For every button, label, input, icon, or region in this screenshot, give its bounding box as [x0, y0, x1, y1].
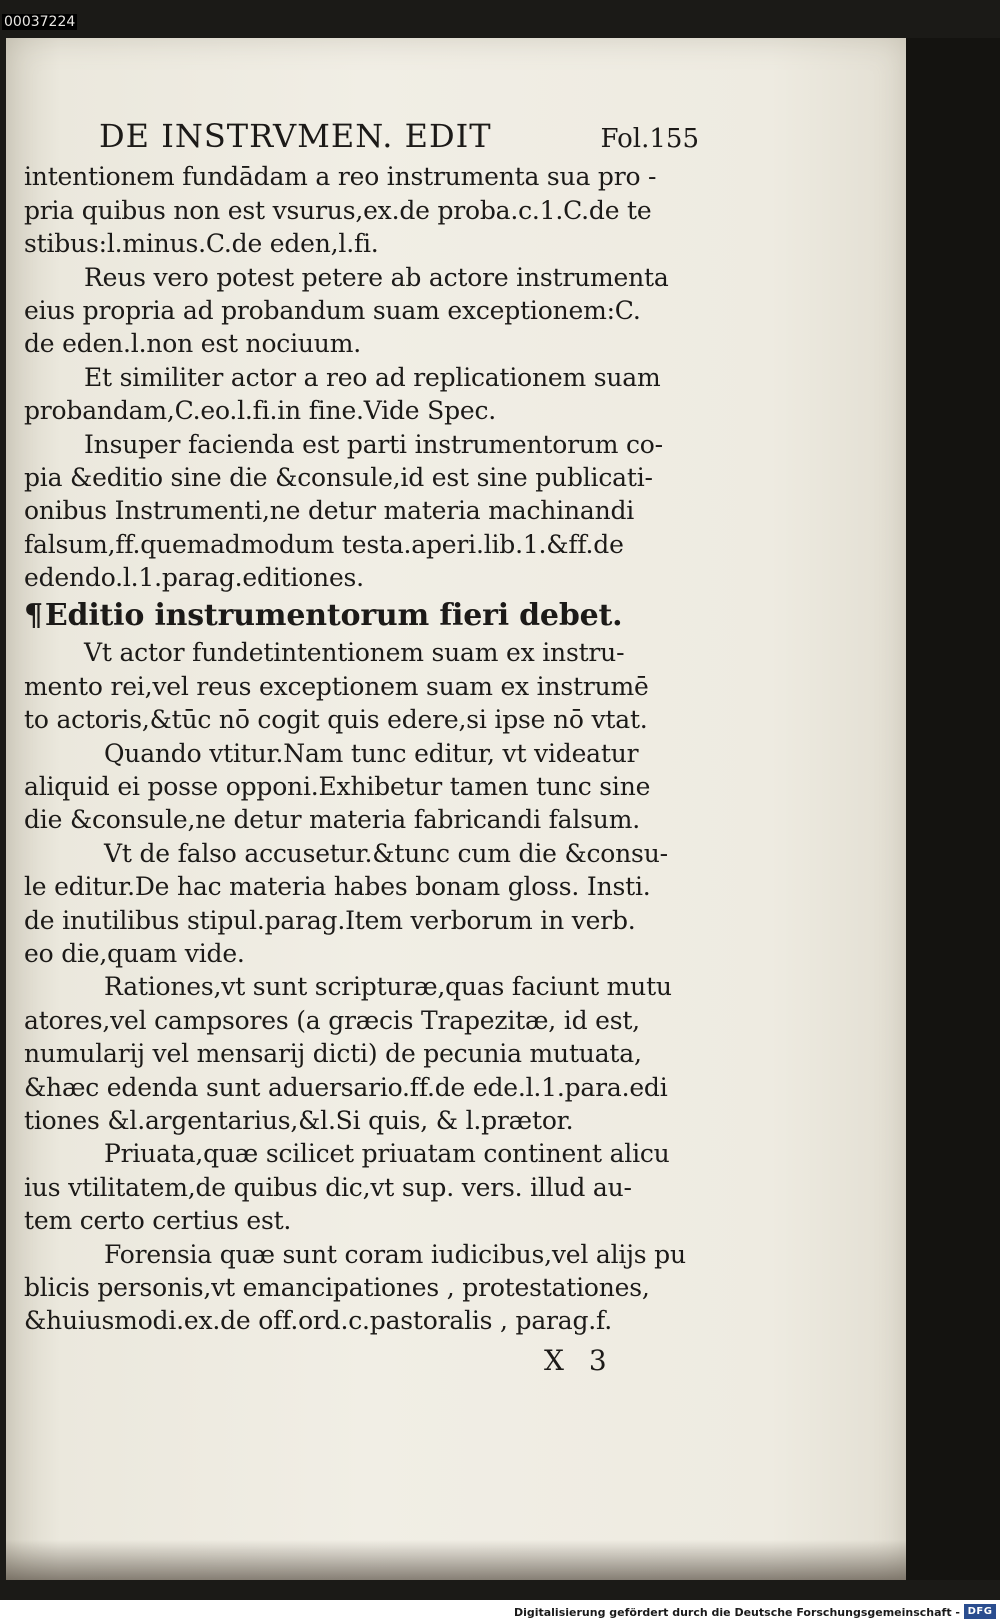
text-line: &hæc edenda sunt aduersario.ff.de ede.l.1.para.edi [24, 1072, 668, 1102]
pilcrow-mark: ¶ [24, 598, 43, 634]
text-line: die &consule,ne detur materia fabricandi falsum. [24, 805, 640, 835]
text-block-2 [24, 636, 714, 1337]
text-line: pia &editio sine die &consule,id est sine publicati- [24, 462, 653, 492]
book-page [6, 38, 906, 1580]
text-line: tiones &l.argentarius,&l.Si quis, & l.prætor. [24, 1105, 574, 1135]
text-line: intentionem fundādam a reo instrumenta sua pro - [24, 162, 657, 192]
text-line: de inutilibus stipul.parag.Item verborum in verb. [24, 905, 636, 935]
text-line: probandam,C.eo.l.fi.in fine.Vide Spec. [24, 396, 497, 426]
text-line: Et similiter actor a reo ad replicationem suam [84, 362, 661, 392]
text-line: blicis personis,vt emancipationes , protestationes, [24, 1272, 650, 1302]
text-line: eo die,quam vide. [24, 939, 245, 968]
text-line: Priuata,quæ scilicet priuatam continent alicu [104, 1139, 670, 1169]
text-line: &huiusmodi.ex.de off.ord.c.pastoralis , parag.f. [24, 1306, 612, 1336]
text-line: le editur.De hac materia habes bonam gloss. Insti. [24, 872, 651, 902]
text-line: Forensia quæ sunt coram iudicibus,vel alijs pu [104, 1239, 686, 1269]
text-line: Vt actor fundetintentionem suam ex instru- [84, 638, 625, 668]
text-line: atores,vel campsores (a græcis Trapezitæ, id est, [24, 1005, 640, 1035]
text-line: de eden.l.non est nociuum. [24, 329, 361, 359]
section-heading [24, 598, 714, 634]
text-line: falsum,ff.quemadmodum testa.aperi.lib.1.&ff.de [24, 529, 624, 559]
text-line: Rationes,vt sunt scripturæ,quas faciunt mutu [104, 972, 672, 1002]
section-heading-text: Editio instrumentorum fieri debet. [44, 598, 623, 634]
text-line: onibus Instrumenti,ne detur materia machinandi [24, 496, 635, 526]
text-line: aliquid ei posse opponi.Exhibetur tamen tunc sine [24, 772, 651, 802]
running-title: DE INSTRVMEN. EDIT [99, 117, 492, 155]
text-block-1 [24, 160, 714, 594]
text-line: edendo.l.1.parag.editiones. [24, 563, 364, 593]
running-header [99, 117, 699, 156]
book-spine-shadow [906, 38, 1000, 1580]
text-line: pria quibus non est vsurus,ex.de proba.c.1.C.de te [24, 195, 652, 225]
page-text [24, 108, 714, 1377]
footer-credit: Digitalisierung gefördert durch die Deutsche Forschungsgemeinschaft - [513, 1606, 960, 1619]
text-line: Insuper facienda est parti instrumentorum co- [84, 429, 663, 459]
text-line: tem certo certius est. [24, 1206, 292, 1236]
text-line: Reus vero potest petere ab actore instrumenta [84, 262, 669, 292]
text-line: Quando vtitur.Nam tunc editur, vt videatur [104, 738, 639, 768]
text-line: to actoris,&tūc nō cogit quis edere,si ipse nō vtat. [24, 705, 648, 735]
scan-id-label: 00037224 [4, 14, 76, 30]
signature-mark: X 3 [544, 1343, 615, 1377]
text-line: eius propria ad probandum suam exceptionem:C. [24, 295, 641, 325]
text-line: numularij vel mensarij dicti) de pecunia mutuata, [24, 1039, 642, 1069]
text-line: mento rei,vel reus exceptionem suam ex instrumē [24, 671, 649, 701]
text-line: stibus:l.minus.C.de eden,l.fi. [24, 229, 379, 259]
folio-number: Fol.155 [600, 124, 699, 154]
dfg-logo: DFG [964, 1604, 996, 1619]
footer-bar [0, 1600, 1000, 1622]
text-line: ius vtilitatem,de quibus dic,vt sup. vers. illud au- [24, 1172, 632, 1202]
text-line: Vt de falso accusetur.&tunc cum die &consu- [104, 838, 668, 868]
